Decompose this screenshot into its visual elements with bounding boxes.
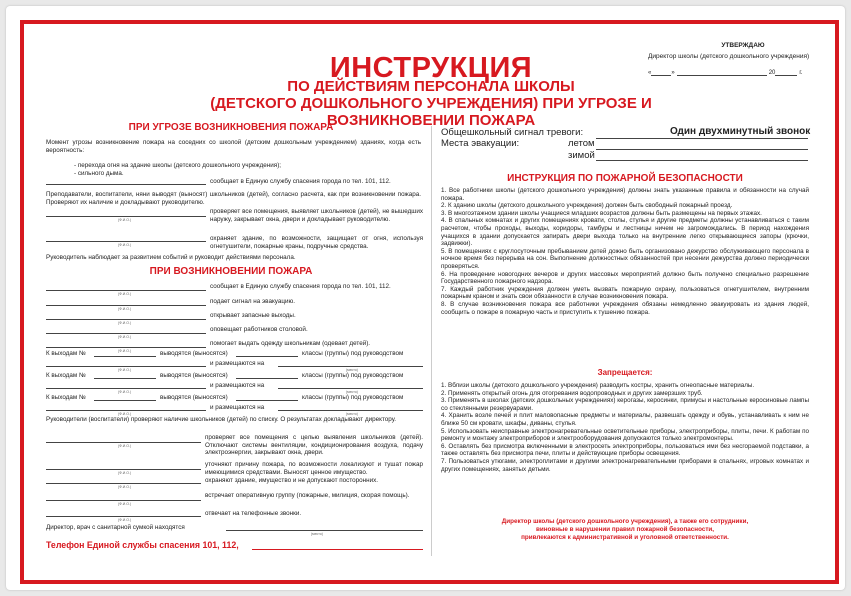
subtitle-line2: (ДЕТСКОГО ДОШКОЛЬНОГО УЧРЕЖДЕНИЯ) ПРИ УГРОЗЕ И ВОЗНИКНОВЕНИИ ПОЖАРА — [210, 95, 652, 129]
caption-place: (место) — [346, 412, 358, 416]
fire-localize: уточняют причину пожара, по возможности локализуют и тушат пожар имеющимися средствами. Выносят ценное имущество. — [205, 461, 423, 476]
forbidden-item: 6. Оставлять без присмотра включенными в электросеть электроприборы, пользоваться ими без несгораемой подставки, а также оставлять без присмотра печи, плиты и действующие приборы освещения. — [441, 442, 809, 458]
caption-fio: (Ф.И.О.) — [118, 368, 132, 372]
date-year-suffix: г. — [799, 70, 803, 76]
fire-meet-group: встречает оперативную группу (пожарные, милиция, скорая помощь). — [205, 492, 410, 499]
caption-fio: (Ф.И.О.) — [118, 390, 132, 394]
fire-exits: открывает запасные выходы. — [210, 312, 296, 319]
alarm-signal-label: Общешкольный сигнал тревоги: — [441, 127, 584, 138]
rule-item: 8. В случае возникновения пожара все работники учреждения обязаны немедленно эвакуировать из здания людей, сообщить о пожаре в пожарную часть и приступить к тушению пожара. — [441, 300, 809, 316]
signature-line — [46, 516, 201, 517]
forbidden-item: 5. Использовать неисправные электронагревательные осветительные приборы, электроприборы, плиты, печи. К работам по ремонту и монтажу электроприборов и электрооборудования допускаются только электромонтеры. — [441, 427, 809, 443]
threat-bullet-2: - сильного дыма. — [74, 170, 124, 177]
caption-fio: (Ф.И.О.) — [118, 444, 132, 448]
signature-line — [46, 366, 206, 367]
exit-place: и размещаются на — [210, 404, 265, 411]
signature-line — [94, 378, 156, 379]
rule-item: 6. На проведение новогодних вечеров и других массовых мероприятий должно быть получено специально разрешение Государственного пожарного надзора. — [441, 270, 809, 286]
forbidden-item: 4. Хранить возле печей и плит маловопасные предметы и материалы, развешать одежду и обувь, устанавливать к ним не ближе 50 см кровати, шкафы, диваны, стулья. — [441, 412, 809, 427]
exit-end: классы (группы) под руководством — [302, 350, 404, 357]
approval-word: УТВЕРЖДАЮ — [721, 42, 765, 49]
liability-line-1: Директор школы (детского дошкольного учреждения), а также его сотрудники, — [501, 518, 749, 525]
signature-line — [46, 290, 206, 291]
evacuation-summer: летом — [568, 138, 595, 149]
exit-end: классы (группы) под руководством — [302, 372, 404, 379]
fire-report: сообщает в Единую службу спасения города по тел. 101, 112. — [210, 283, 391, 290]
caption-fio: (Ф.И.О.) — [118, 518, 132, 522]
exit-label: К выходам № — [46, 394, 86, 401]
fire-signal: подает сигнал на эвакуацию. — [210, 298, 295, 305]
signature-line — [226, 530, 423, 531]
liability-note — [441, 518, 809, 542]
rule-item: 7. Каждый работник учреждения должен уметь вызвать пожарную охрану, пользоваться огнетушителем, внутренним пожарным краном и знать свои обязанности в случае возникновения пожара. — [441, 285, 809, 301]
threat-leader: Руководитель наблюдает за развитием событий и руководит действиями персонала. — [46, 254, 296, 261]
signature-line — [236, 378, 298, 379]
page-title: ИНСТРУКЦИЯ — [329, 52, 533, 84]
date-close: » — [671, 70, 675, 76]
signature-line — [596, 149, 808, 150]
signature-line — [46, 333, 206, 334]
signature-line — [46, 241, 206, 242]
exit-mid: выводятся (выносятся) — [160, 372, 228, 379]
threat-intro: Момент угрозы возникновение пожара на соседних со школой (детским дошкольным учреждением) зданиях, когда есть вероятность: — [46, 139, 421, 154]
poster — [6, 6, 845, 590]
fire-clothes: помогает выдать одежду школьникам (одевает детей). — [210, 340, 371, 347]
signature-line — [46, 500, 201, 501]
threat-bullet-1: - перехода огня на здание школы (детского дошкольного учреждения); — [74, 162, 282, 169]
caption-fio: (Ф.И.О.) — [118, 307, 132, 311]
caption-fio: (Ф.И.О.) — [118, 485, 132, 489]
forbidden-title: Запрещается: — [597, 368, 653, 377]
signature-line — [94, 356, 156, 357]
caption-fio: (Ф.И.О.) — [118, 292, 132, 296]
approval-position: Директор школы (детского дошкольного учреждения) — [648, 53, 810, 60]
alarm-signal-value: Один двухминутный звонок — [670, 126, 811, 137]
approval-block — [648, 42, 838, 76]
signature-line — [46, 319, 206, 320]
fire-canteen: оповещает работников столовой. — [210, 326, 308, 333]
forbidden-item: 1. Вблизи школы (детского дошкольного учреждения) разводить костры, хранить огнеопасные материалы. — [441, 382, 755, 389]
fire-safety-title: ИНСТРУКЦИЯ ПО ПОЖАРНОЙ БЕЗОПАСНОСТИ — [507, 173, 743, 184]
signature-line — [236, 356, 298, 357]
signature-line — [46, 442, 201, 443]
fire-safety-list — [441, 187, 809, 316]
caption-place: (место) — [311, 532, 323, 536]
director-location: Директор, врач с санитарной сумкой находятся — [46, 524, 185, 531]
signature-line — [46, 216, 206, 217]
caption-fio: (Ф.И.О.) — [118, 218, 132, 222]
section-threat-title: ПРИ УГРОЗЕ ВОЗНИКНОВЕНИЯ ПОЖАРА — [128, 122, 334, 133]
caption-place: (место) — [346, 390, 358, 394]
forbidden-item: 3. Применять в школах (детских дошкольных учреждениях) керогазы, керосинки, примусы и настольные керосиновые лампы со стеклянными резервуарами. — [441, 397, 809, 412]
column-divider — [431, 126, 432, 556]
date-year: 20 — [768, 70, 776, 76]
threat-teachers: Преподаватели, воспитатели, няни выводят (выносят) школьников (детей), согласно расчета, как при возникновении пожара. Проверяют их наличие и докладывают руководителю. — [46, 191, 421, 206]
exit-label: К выходам № — [46, 372, 86, 379]
signature-line — [252, 549, 423, 550]
section-fire-title: ПРИ ВОЗНИКНОВЕНИИ ПОЖАРА — [149, 266, 313, 277]
signature-line — [596, 160, 808, 161]
threat-check-rooms: проверяет все помещения, выявляет школьников (детей), не вышедших наружу, закрывает окна, двери и докладывает руководителю. — [210, 208, 423, 223]
signature-line — [94, 400, 156, 401]
caption-fio: (Ф.И.О.) — [118, 471, 132, 475]
signature-line — [278, 366, 423, 367]
fire-check-rooms: проверяет все помещения с целью выявления школьников (детей). Отключают системы вентиляции, кондиционирования воздуха, подачу электроэнергии, закрывают окна, двери. — [205, 434, 423, 457]
rule-item: 3. В многоэтажном здании школы учащиеся младших возрастов должны быть размещены на первых этажах. — [441, 209, 762, 217]
threat-report: сообщает в Единую службу спасения города по тел. 101, 112. — [210, 178, 391, 185]
rule-item: 1. Все работники школы (детского дошкольного учреждения) должны знать указанные правила и обязанности на случай пожара. — [441, 187, 809, 202]
evacuation-label: Места эвакуации: — [441, 138, 520, 149]
rule-item: 2. К зданию школы (детского дошкольного учреждения) должен быть свободный пожарный проезд. — [441, 202, 733, 210]
liability-line-3: привлекаются к административной и уголовной ответственности. — [521, 534, 729, 541]
exit-place: и размещаются на — [210, 382, 265, 389]
caption-fio: (Ф.И.О.) — [118, 349, 132, 353]
caption-place: (место) — [346, 368, 358, 372]
caption-fio: (Ф.И.О.) — [118, 321, 132, 325]
caption-fio: (Ф.И.О.) — [118, 502, 132, 506]
fire-phone: отвечает на телефонные звонки. — [205, 510, 302, 517]
forbidden-item: 2. Применять открытый огонь для отогревания водопроводных и других замерзших труб. — [441, 389, 703, 397]
signature-line — [46, 469, 201, 470]
exit-mid: выводятся (выносятся) — [160, 350, 228, 357]
rule-item: 5. В помещениях с круглосуточным пребыванием детей дожно быть организовано дежурство обслуживающего персонала в ночное время без перерыва на сон. Выполнение должностных обязанностей при несении дежурства должно периодически проверяться. — [441, 247, 809, 270]
caption-fio: (Ф.И.О.) — [118, 412, 132, 416]
liability-line-2: виновные в нарушении правил пожарной безопасности, — [535, 526, 715, 533]
signature-line — [278, 388, 423, 389]
signature-line — [278, 410, 423, 411]
signature-line — [46, 388, 206, 389]
exit-mid: выводятся (выносятся) — [160, 394, 228, 401]
exit-place: и размещаются на — [210, 360, 265, 367]
forbidden-list — [441, 382, 809, 473]
signature-line — [46, 305, 206, 306]
exit-label: К выходам № — [46, 350, 86, 357]
signature-line — [596, 138, 808, 139]
caption-fio: (Ф.И.О.) — [118, 335, 132, 339]
signature-line — [236, 400, 298, 401]
threat-guard: охраняет здание, по возможности, защищает от огня, используя огнетушители, пожарные краны, подручные средства. — [210, 235, 423, 250]
caption-fio: (Ф.И.О.) — [118, 243, 132, 247]
fire-leaders-check: Руководители (воспитатели) проверяют наличие школьников (детей) по списку. О результатах докладывают директору. — [46, 416, 396, 423]
signature-line — [46, 410, 206, 411]
subtitle-line1: ПО ДЕЙСТВИЯМ ПЕРСОНАЛА ШКОЛЫ — [287, 78, 575, 95]
exit-end: классы (группы) под руководством — [302, 394, 404, 401]
fire-guard: охраняют здание, имущество и не допускают посторонних. — [205, 477, 379, 484]
signature-line — [46, 483, 201, 484]
signature-line — [46, 347, 206, 348]
date-open: « — [648, 70, 652, 76]
rule-item: 4. В спальных комнатах и других помещениях кровати, столы, стулья и другие предметы должны устанавливаться с таким расчетом, чтобы проходы, выходы, коридоры, тамбуры и лестницы ничем не загромождались. В период нахождения учащихся в здании допускается запирать двери выхода только на внутренние легко открывающиеся запоры (крючки, задвижки). — [441, 217, 809, 248]
emergency-phone-label: Телефон Единой службы спасения 101, 112, — [46, 540, 239, 550]
signature-line — [46, 184, 206, 185]
forbidden-item: 7. Пользоваться утюгами, электроплитами и другими электронагревательными приборами в спальнях, игровых комнатах и других помещениях, занятых детьми. — [441, 457, 809, 473]
evacuation-winter: зимой — [568, 150, 595, 161]
